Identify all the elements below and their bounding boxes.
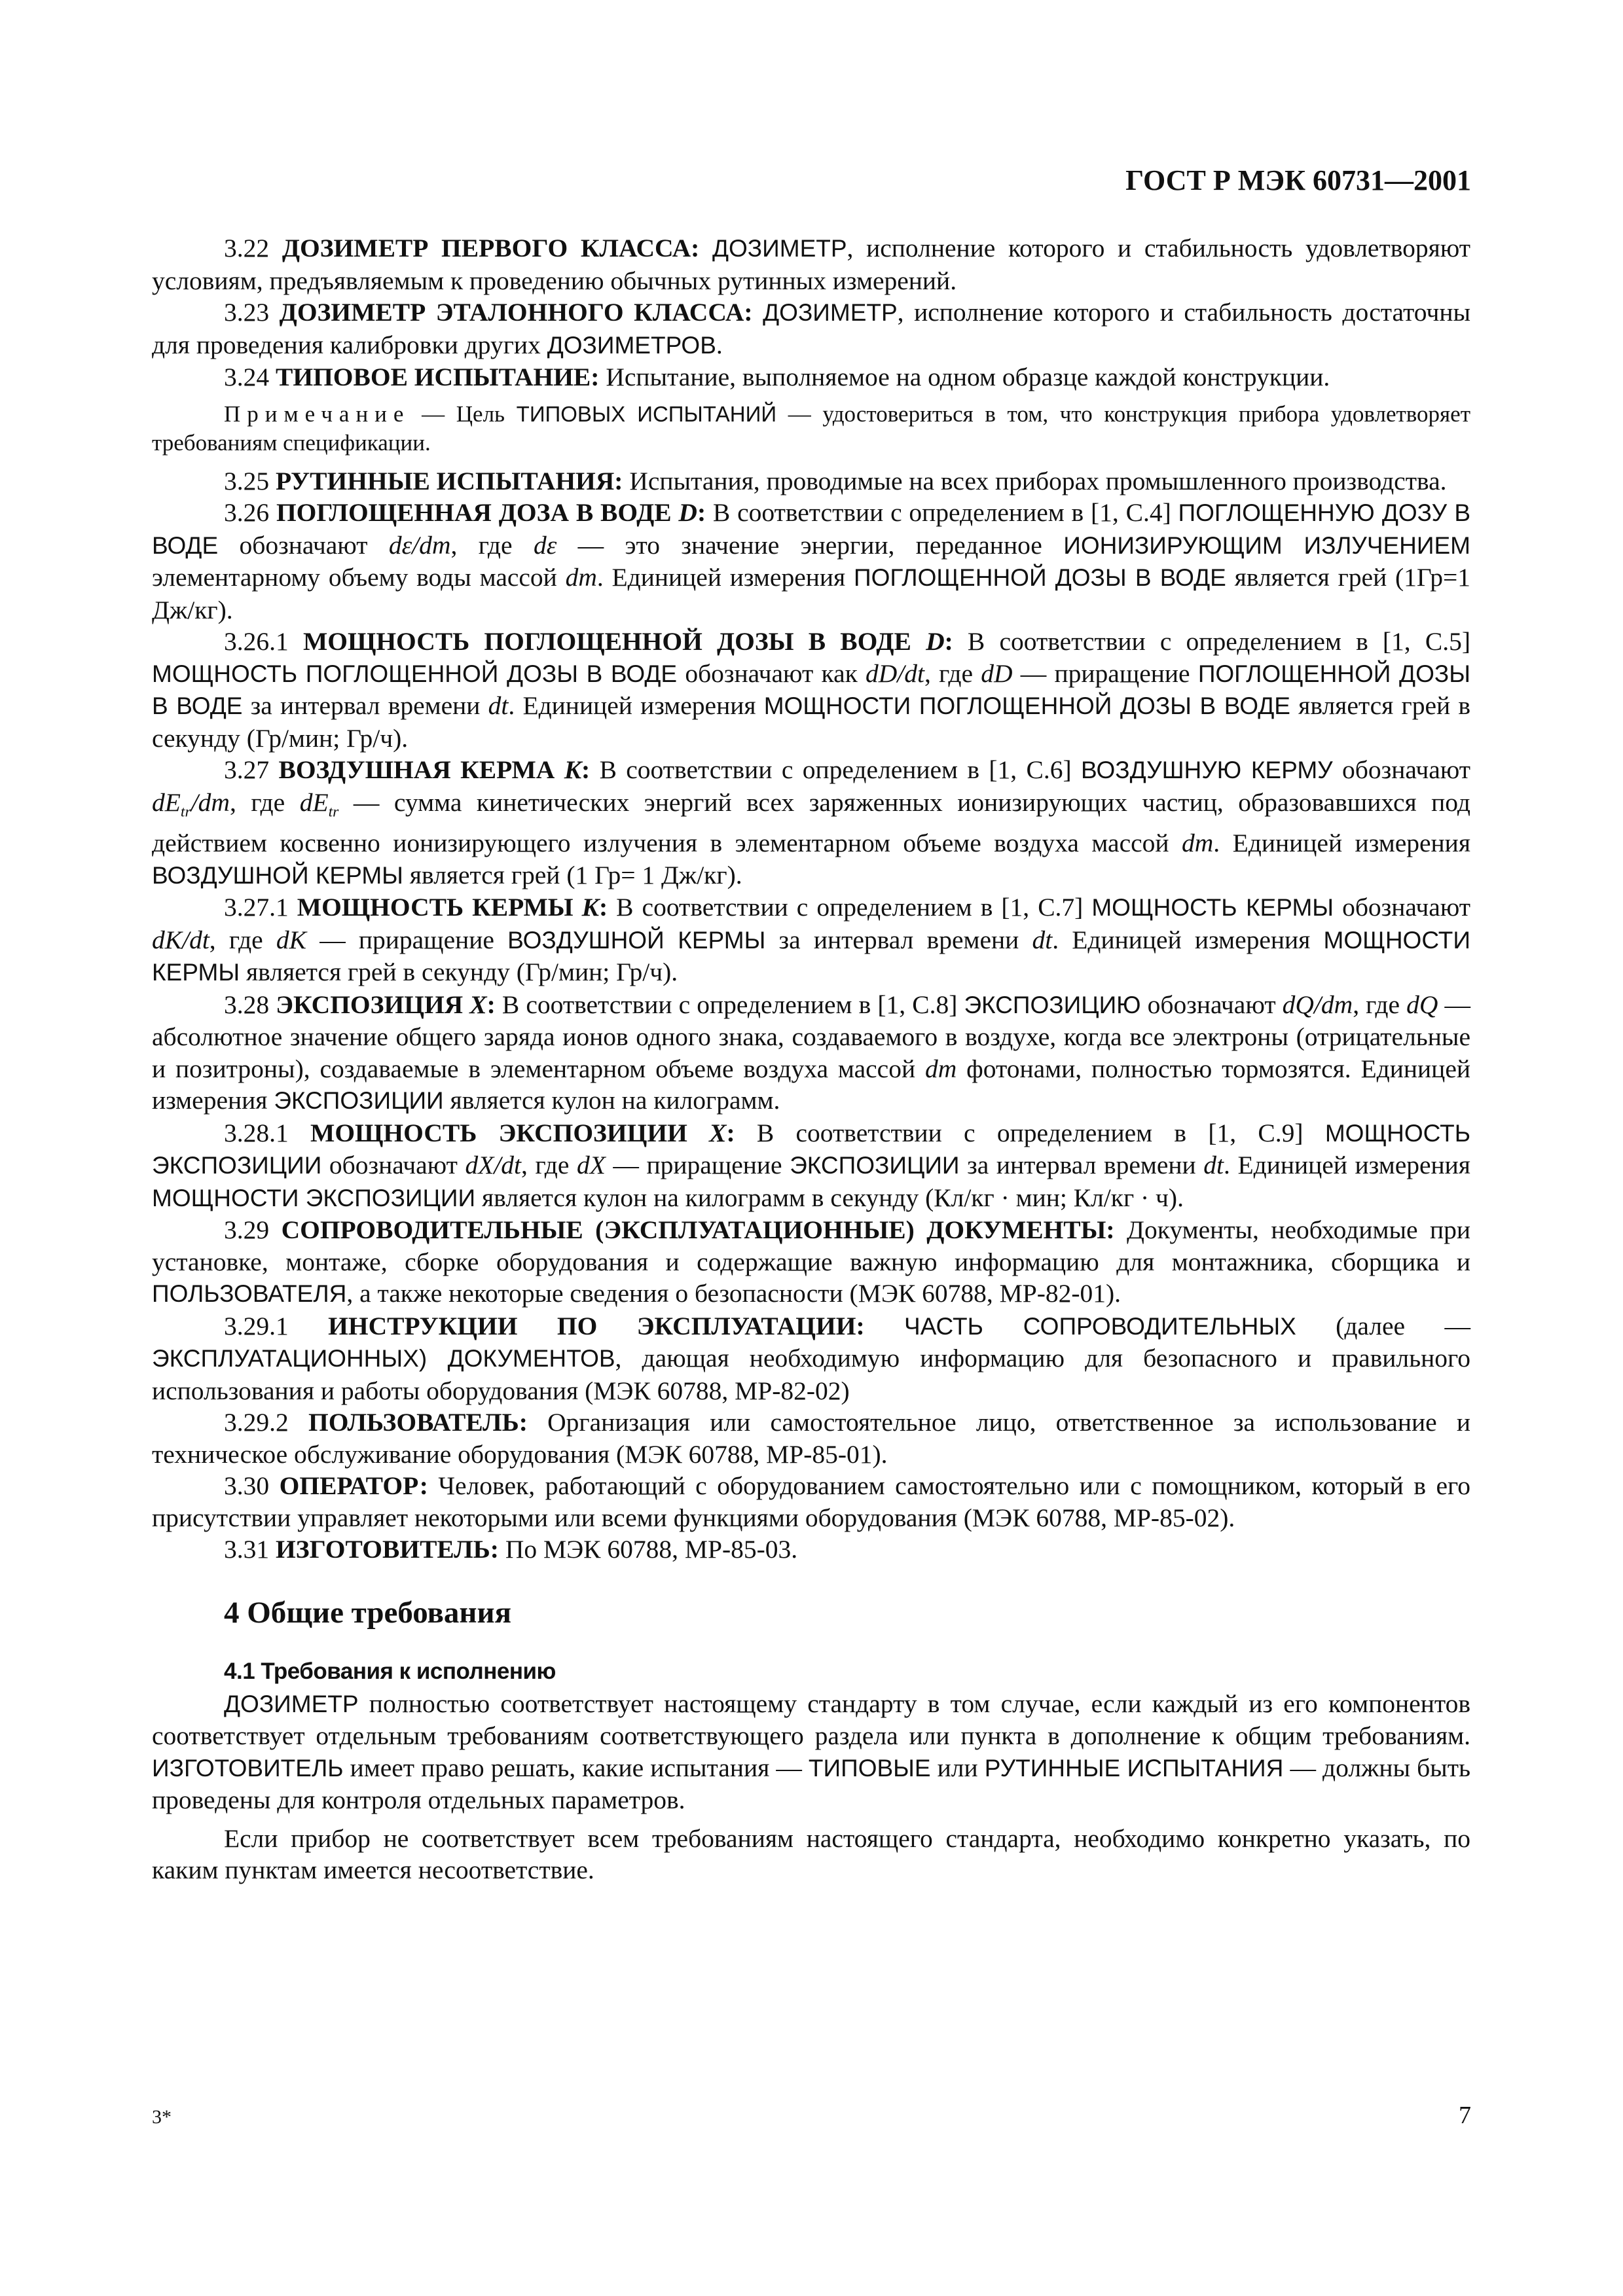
section-4-1-paragraph-1: ДОЗИМЕТР полностью соответствует настоящему стандарту в том случае, если каждый из его компонентов соответствует отдельным требованиям соответствующего раздела или пункта в дополнение к общим требованиям. ИЗГОТОВИТЕЛЬ имеет право решать, какие испытания — ТИПОВЫЕ или РУТИННЫЕ ИСПЫТАНИЯ — должны быть проведены для контроля отдельных параметров. bbox=[152, 1689, 1470, 1815]
clause-3-27: 3.27 ВОЗДУШНАЯ КЕРМА K: В соответствии с определением в [1, С.6] ВОЗДУШНУЮ КЕРМУ обозначают $dE_{tr}/dm$, где $dE_{tr}$ — сумма кинетических энергий всех заряженных ионизирующих частиц, образовавшихся под действием косвенно ионизирующего излучения в элементарном объеме воздуха массой dm. Единицей измерения ВОЗДУШНОЙ КЕРМЫ является грей (1 Гр= 1 Дж/кг). bbox=[152, 755, 1470, 889]
page-number: 7 bbox=[1459, 2102, 1471, 2129]
clause-3-29: 3.29 СОПРОВОДИТЕЛЬНЫЕ (ЭКСПЛУАТАЦИОННЫЕ) ДОКУМЕНТЫ: Документы, необходимые при установке, монтаже, сборке оборудования и содержащие важную информацию для монтажника, сборщика и ПОЛЬЗОВАТЕЛЯ, а также некоторые сведения о безопасности (МЭК 60788, МР-82-01). bbox=[152, 1215, 1470, 1308]
document-body bbox=[152, 232, 1470, 1886]
subsection-4-1-heading: 4.1 Требования к исполнению bbox=[224, 1659, 556, 1685]
section-4-heading: 4 Общие требования bbox=[224, 1595, 512, 1630]
clause-3-30: 3.30 ОПЕРАТОР: Человек, работающий с оборудованием самостоятельно или с помощником, который в его присутствии управляет некоторыми или всеми функциями оборудования (МЭК 60788, МР-85-02). bbox=[152, 1471, 1470, 1532]
note-3-24: Примечание — Цель ТИПОВЫХ ИСПЫТАНИЙ — удостовериться в том, что конструкция прибора удовлетворяет требованиям спецификации. bbox=[152, 401, 1470, 456]
document-header: ГОСТ Р МЭК 60731—2001 bbox=[1125, 164, 1471, 196]
footer-sheet-mark: 3* bbox=[152, 2106, 172, 2128]
clause-3-31: 3.31 ИЗГОТОВИТЕЛЬ: По МЭК 60788, МР-85-03. bbox=[224, 1535, 798, 1564]
clause-3-29-2: 3.29.2 ПОЛЬЗОВАТЕЛЬ: Организация или самостоятельное лицо, ответственное за использование и техническое обслуживание оборудования (МЭК 60788, МР-85-01). bbox=[152, 1408, 1471, 1469]
clause-3-26: 3.26 ПОГЛОЩЕННАЯ ДОЗА В ВОДЕ D: В соответствии с определением в [1, С.4] ПОГЛОЩЕННУЮ ДОЗУ В ВОДЕ обозначают dε/dm, где dε — это значение энергии, переданное ИОНИЗИРУЮЩИМ ИЗЛУЧЕНИЕМ элементарному объему воды массой dm. Единицей измерения ПОГЛОЩЕННОЙ ДОЗЫ В ВОДЕ является грей (1Гр=1 Дж/кг). bbox=[152, 498, 1471, 624]
clause-3-29-1: 3.29.1 ИНСТРУКЦИИ ПО ЭКСПЛУАТАЦИИ: ЧАСТЬ СОПРОВОДИТЕЛЬНЫХ (далее — ЭКСПЛУАТАЦИОННЫХ) ДОКУМЕНТОВ, дающая необходимую информацию для безопасного и правильного использования и работы оборудования (МЭК 60788, МР-82-02) bbox=[152, 1311, 1471, 1405]
clause-3-23: 3.23 ДОЗИМЕТР ЭТАЛОННОГО КЛАССА: ДОЗИМЕТР, исполнение которого и стабильность достаточны для проведения калибровки других ДОЗИМЕТРОВ. bbox=[152, 298, 1470, 359]
clause-3-24: 3.24 ТИПОВОЕ ИСПЫТАНИЕ: Испытание, выполняемое на одном образце каждой конструкции. bbox=[224, 363, 1330, 391]
clause-3-28-1: 3.28.1 МОЩНОСТЬ ЭКСПОЗИЦИИ X: В соответствии с определением в [1, С.9] МОЩНОСТЬ ЭКСПОЗИЦИИ обозначают dX/dt, где dX — приращение ЭКСПОЗИЦИИ за интервал времени dt. Единицей измерения МОЩНОСТИ ЭКСПОЗИЦИИ является кулон на килограмм в секунду (Кл/кг · мин; Кл/кг · ч). bbox=[152, 1118, 1471, 1212]
clause-3-25: 3.25 РУТИННЫЕ ИСПЫТАНИЯ: Испытания, проводимые на всех приборах промышленного производства. bbox=[224, 466, 1447, 495]
section-4-1-paragraph-2: Если прибор не соответствует всем требованиям настоящего стандарта, необходимо конкретно указать, по каким пунктам имеется несоответствие. bbox=[152, 1823, 1470, 1885]
clause-3-22: 3.22 ДОЗИМЕТР ПЕРВОГО КЛАССА: ДОЗИМЕТР, исполнение которого и стабильность удовлетворяют условиям, предъявляемым к проведению обычных рутинных измерений. bbox=[152, 234, 1471, 295]
clause-3-26-1: 3.26.1 МОЩНОСТЬ ПОГЛОЩЕННОЙ ДОЗЫ В ВОДЕ D: В соответствии с определением в [1, С.5] МОЩНОСТЬ ПОГЛОЩЕННОЙ ДОЗЫ В ВОДЕ обозначают как dD/dt, где dD — приращение ПОГЛОЩЕННОЙ ДОЗЫ В ВОДЕ за интервал времени dt. Единицей измерения МОЩНОСТИ ПОГЛОЩЕННОЙ ДОЗЫ В ВОДЕ является грей в секунду (Гр/мин; Гр/ч). bbox=[152, 627, 1470, 753]
clause-3-28: 3.28 ЭКСПОЗИЦИЯ X: В соответствии с определением в [1, С.8] ЭКСПОЗИЦИЮ обозначают dQ/dm, где dQ — абсолютное значение общего заряда ионов одного знака, создаваемого в воздухе, когда все электроны (отрицательные и позитроны), создаваемые в элементарном объеме воздуха массой dm фотонами, полностью тормозятся. Единицей измерения ЭКСПОЗИЦИИ является кулон на килограмм. bbox=[152, 990, 1470, 1115]
clause-3-27-1: 3.27.1 МОЩНОСТЬ КЕРМЫ K: В соответствии с определением в [1, С.7] МОЩНОСТЬ КЕРМЫ обозначают dK/dt, где dK — приращение ВОЗДУШНОЙ КЕРМЫ за интервал времени dt. Единицей измерения МОЩНОСТИ КЕРМЫ является грей в секунду (Гр/мин; Гр/ч). bbox=[152, 893, 1471, 987]
